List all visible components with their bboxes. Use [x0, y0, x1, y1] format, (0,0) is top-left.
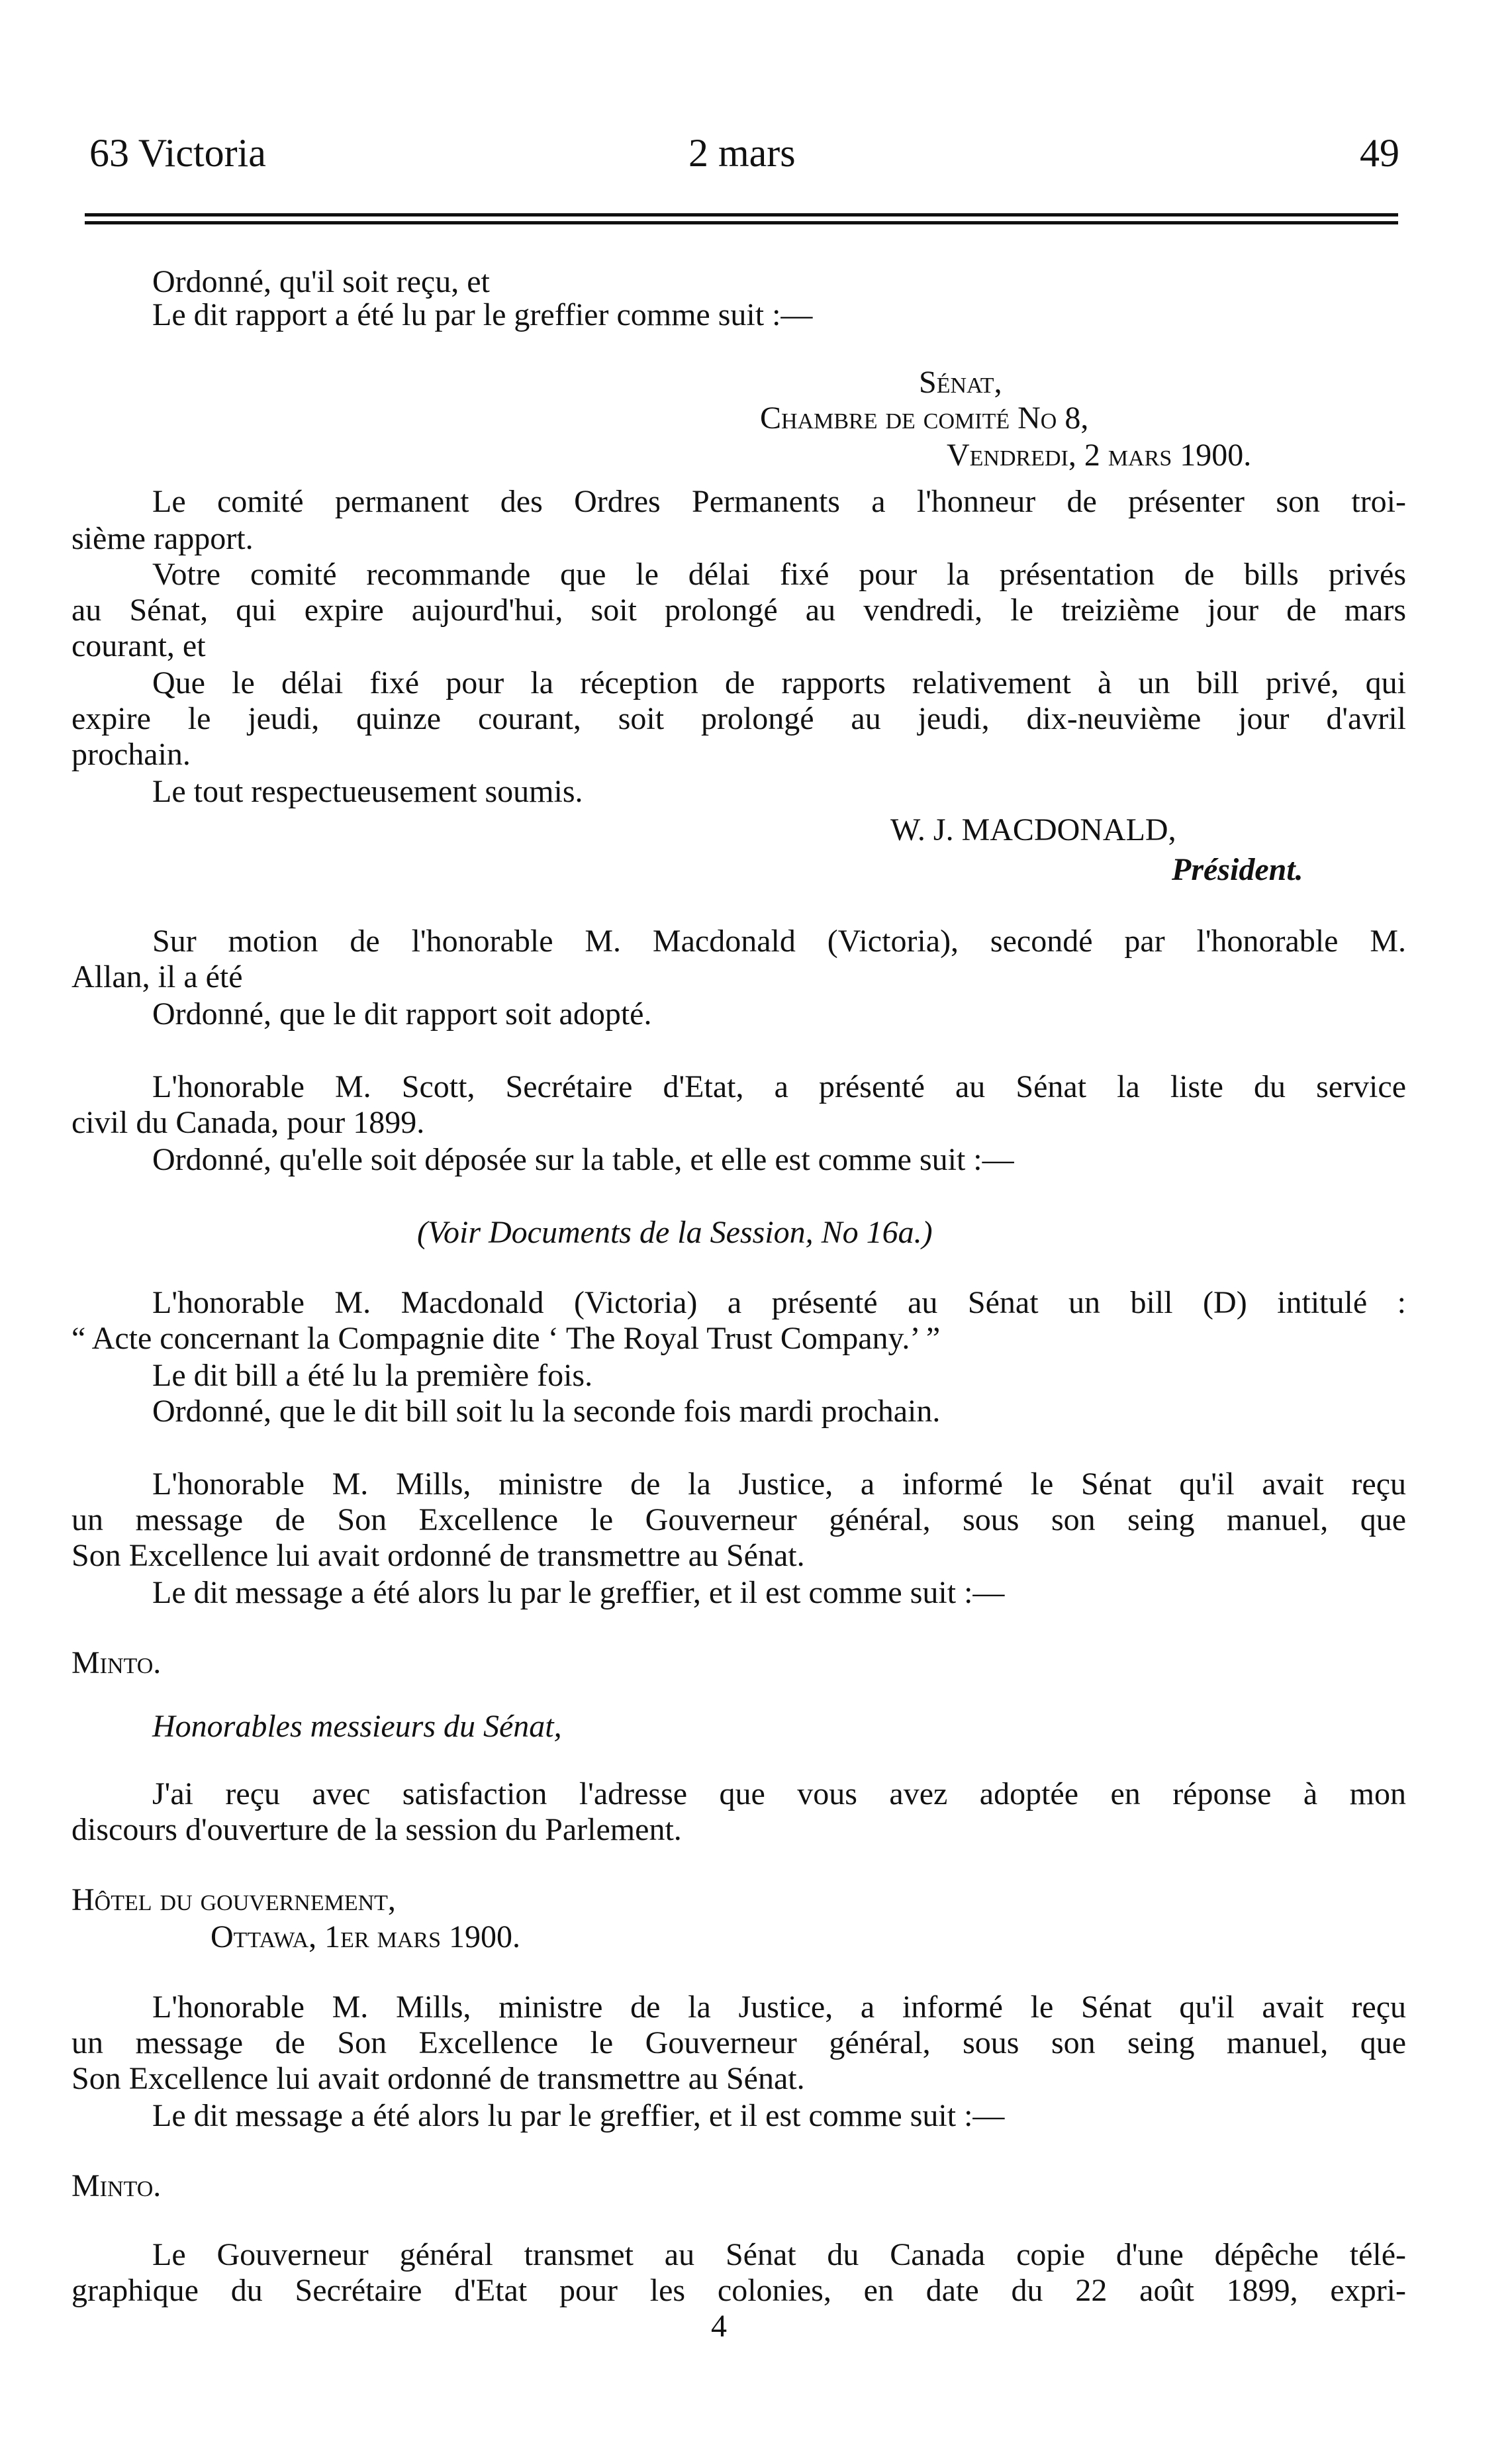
running-header-center: 2 mars — [688, 131, 796, 175]
text-line: Votre comité recommande que le délai fixé pour la présentation de bills privés — [152, 557, 1406, 592]
page-number: 49 — [1360, 131, 1399, 175]
text-line: Son Excellence lui avait ordonné de transmettre au Sénat. — [71, 2061, 805, 2096]
text-line: Le Gouverneur général transmet au Sénat du Canada copie d'une dépêche télé- — [152, 2237, 1406, 2272]
text-line: graphique du Secrétaire d'Etat pour les colonies, en date du 22 août 1899, expri- — [71, 2273, 1406, 2308]
text-line: Ordonné, que le dit bill soit lu la seconde fois mardi prochain. — [152, 1394, 941, 1429]
text-line: “ Acte concernant la Compagnie dite ‘ The Royal Trust Company.’ ” — [71, 1321, 941, 1356]
text-line: 4 — [711, 2309, 727, 2344]
text-line: Minto. — [71, 2168, 162, 2203]
text-line: Honorables messieurs du Sénat, — [152, 1709, 562, 1744]
text-line: Vendredi, 2 mars 1900. — [947, 438, 1252, 473]
text-line: au Sénat, qui expire aujourd'hui, soit prolongé au vendredi, le treizième jour de mars — [71, 593, 1406, 628]
text-line: Le tout respectueusement soumis. — [152, 774, 583, 809]
text-line: Le dit message a été alors lu par le greffier, et il est comme suit :— — [152, 1575, 1005, 1610]
text-line: Président. — [1172, 852, 1303, 887]
header-rule-bottom — [85, 221, 1398, 224]
text-line: L'honorable M. Mills, ministre de la Justice, a informé le Sénat qu'il avait reçu — [152, 1990, 1406, 2025]
text-line: J'ai reçu avec satisfaction l'adresse que vous avez adoptée en réponse à mon — [152, 1776, 1406, 1811]
text-line: sième rapport. — [71, 521, 254, 556]
text-line: un message de Son Excellence le Gouverneur général, sous son seing manuel, que — [71, 1502, 1406, 1537]
text-line: Le comité permanent des Ordres Permanents a l'honneur de présenter son troi- — [152, 484, 1406, 519]
text-line: discours d'ouverture de la session du Parlement. — [71, 1812, 682, 1847]
text-line: Hôtel du gouvernement, — [71, 1882, 396, 1917]
text-line: L'honorable M. Scott, Secrétaire d'Etat, a présenté au Sénat la liste du service — [152, 1069, 1406, 1104]
text-line: Le dit bill a été lu la première fois. — [152, 1358, 593, 1393]
text-line: L'honorable M. Mills, ministre de la Justice, a informé le Sénat qu'il avait reçu — [152, 1466, 1406, 1502]
text-line: L'honorable M. Macdonald (Victoria) a présenté au Sénat un bill (D) intitulé : — [152, 1285, 1406, 1320]
header-rule-top — [85, 213, 1398, 216]
text-line: Ordonné, qu'elle soit déposée sur la table, et elle est comme suit :— — [152, 1142, 1014, 1177]
text-line: Allan, il a été — [71, 959, 243, 994]
text-line: un message de Son Excellence le Gouverneur général, sous son seing manuel, que — [71, 2025, 1406, 2060]
text-line: W. J. MACDONALD, — [890, 812, 1176, 847]
text-line: Le dit rapport a été lu par le greffier comme suit :— — [152, 297, 813, 332]
text-line: Chambre de comité No 8, — [760, 401, 1089, 436]
text-line: Ottawa, 1er mars 1900. — [211, 1919, 521, 1954]
text-line: Sur motion de l'honorable M. Macdonald (Victoria), secondé par l'honorable M. — [152, 924, 1406, 959]
text-line: Ordonné, que le dit rapport soit adopté. — [152, 996, 652, 1032]
text-line: Le dit message a été alors lu par le greffier, et il est comme suit :— — [152, 2098, 1005, 2133]
text-line: civil du Canada, pour 1899. — [71, 1105, 425, 1140]
text-line: courant, et — [71, 628, 206, 663]
text-line: expire le jeudi, quinze courant, soit prolongé au jeudi, dix-neuvième jour d'avril — [71, 701, 1406, 736]
text-line: Ordonné, qu'il soit reçu, et — [152, 264, 490, 299]
running-header-left: 63 Victoria — [89, 131, 266, 175]
text-line: (Voir Documents de la Session, No 16a.) — [417, 1215, 933, 1250]
text-line: Sénat, — [919, 365, 1002, 400]
text-line: Minto. — [71, 1645, 162, 1680]
text-line: Son Excellence lui avait ordonné de transmettre au Sénat. — [71, 1538, 805, 1573]
text-line: prochain. — [71, 737, 191, 772]
text-line: Que le délai fixé pour la réception de rapports relativement à un bill privé, qui — [152, 665, 1406, 700]
